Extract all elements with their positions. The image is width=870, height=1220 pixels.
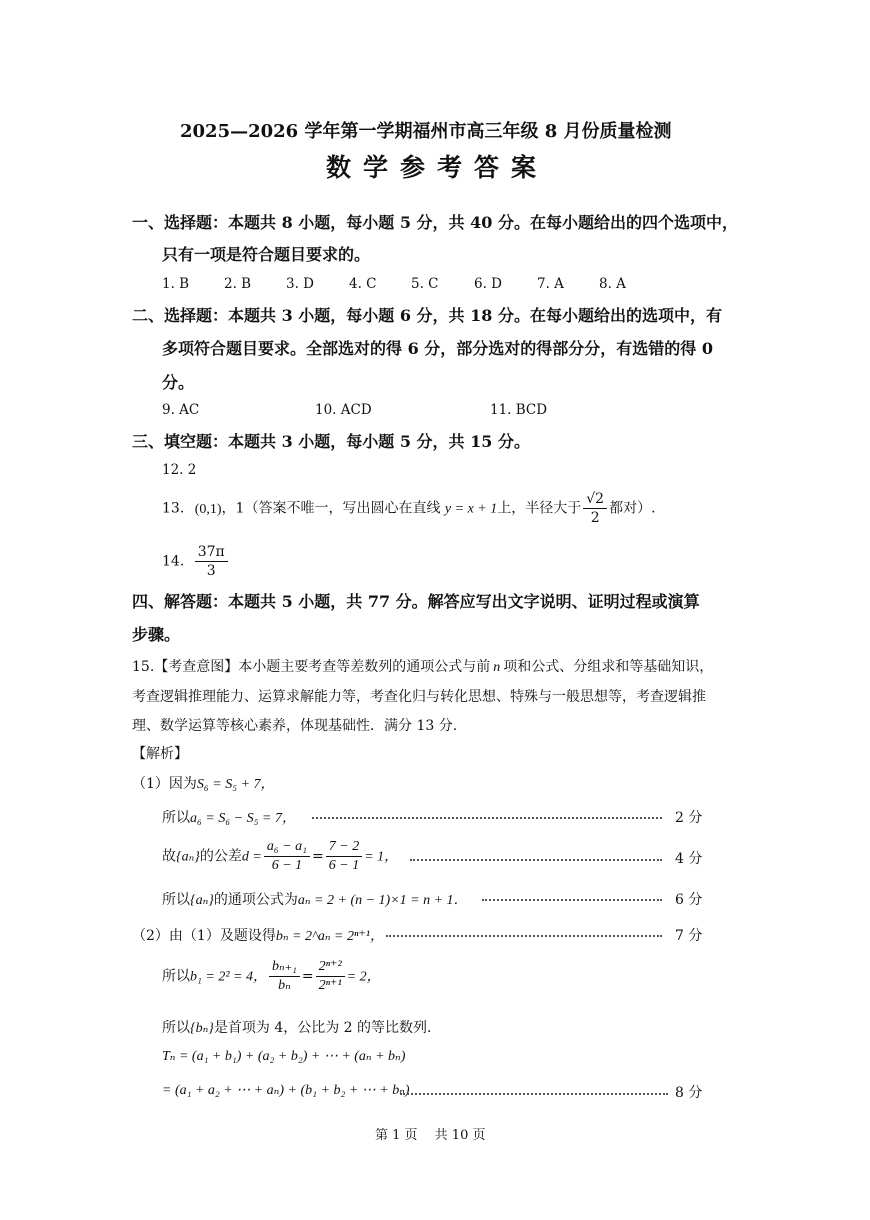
- q15-intro-text: 15.【考查意图】本小题主要考查等差数列的通项公式与前: [132, 659, 491, 675]
- score-leader-dots: [386, 935, 662, 937]
- step-text: 是首项为 4，公比为 2 的等比数列.: [213, 1020, 432, 1036]
- sequence-symbol: {aₙ}: [176, 849, 200, 865]
- step-text: 所以: [162, 968, 190, 985]
- step-geometric: [162, 1017, 432, 1037]
- answer-item: 10. ACD: [315, 402, 372, 418]
- step-expression: b₁ = 2² = 4，: [190, 969, 267, 985]
- section3-heading: 三、填空题：本题共 3 小题，每小题 5 分，共 15 分。: [132, 432, 530, 451]
- section4-heading-line2: 步骤。: [132, 625, 181, 644]
- score-mark: 2 分: [675, 810, 703, 826]
- q13-label: 13.: [162, 500, 185, 517]
- answer-q13: [162, 490, 656, 527]
- fraction-denominator: bₙ: [278, 978, 291, 993]
- section2-heading-line1: 二、选择题：本题共 3 小题，每小题 6 分，共 18 分。在每小题给出的选项中，有: [132, 306, 722, 325]
- step-common-difference: 故{aₙ}的公差d = $\frac{\text{a₆ − a₁}}{6 - 1}$ = $\frac{7 - 2}{6 - 1}$ = 1，: [162, 839, 399, 873]
- document-title: 2025—2026 学年第一学期福州市高三年级 8 月份质量检测: [180, 121, 672, 142]
- step-expression: a₆ = S₆ − S₅ = 7，: [190, 811, 296, 826]
- difference-symbol: d =: [241, 849, 262, 865]
- step-expression: = 2，: [346, 969, 381, 985]
- step-expression: aₙ = 2 + (n − 1)×1 = n + 1．: [297, 893, 468, 908]
- score-leader-dots: [410, 859, 662, 861]
- document-subtitle: 数学参考答案: [326, 153, 549, 182]
- step-sum-line1: Tₙ = (a₁ + b₁) + (a₂ + b₂) + ⋯ + (aₙ + bₙ): [162, 1049, 406, 1064]
- answer-item: 2. B: [224, 276, 252, 292]
- section2-heading-line3: 分。: [162, 373, 195, 392]
- step-text: 所以: [162, 1020, 190, 1036]
- analysis-label: 【解析】: [132, 746, 188, 762]
- ratio-fraction-values: [316, 958, 345, 995]
- answer-item: 9. AC: [162, 402, 200, 418]
- part1-expression: S₆ = S₅ + 7，: [196, 777, 275, 792]
- score-leader-dots: [312, 817, 662, 819]
- answer-item: 11. BCD: [490, 402, 548, 418]
- score-mark: 4 分: [675, 851, 703, 867]
- fraction-numerator: 2ⁿ⁺²: [316, 958, 345, 977]
- fraction-denominator: 2ⁿ⁺¹: [318, 978, 342, 993]
- part2-label: （2）由（1）及题设得: [132, 928, 276, 944]
- fraction-denominator: 3: [206, 563, 216, 579]
- answer-item: 5. C: [411, 276, 439, 292]
- score-leader-dots: [400, 1093, 668, 1095]
- page-number: 第 1 页 共 10 页: [375, 1128, 486, 1143]
- part2-expression: bₙ = 2^aₙ = 2ⁿ⁺¹，: [275, 929, 384, 944]
- answer-item: 4. C: [349, 276, 377, 292]
- q13-end: 都对）.: [609, 500, 656, 517]
- part2-premise: [132, 925, 384, 945]
- q13-mid: ，1（答案不唯一，写出圆心在直线: [221, 500, 441, 517]
- q15-intro-line1: [132, 656, 713, 676]
- sequence-symbol: {bₙ}: [190, 1021, 214, 1036]
- q15-intro-line3: 理、数学运算等核心素养，体现基础性．满分 13 分.: [132, 718, 458, 734]
- q15-intro-text: 项和公式、分组求和等基础知识，: [503, 659, 714, 675]
- q13-radius-text: 上，半径大于: [497, 500, 582, 517]
- fraction-numerator: 37π: [195, 543, 228, 562]
- sequence-symbol: {aₙ}: [190, 893, 214, 908]
- fraction-denominator: 6 − 1: [271, 858, 303, 873]
- step-ratio: 所以b₁ = 2² = 4， $\frac{\text{bₙ₊₁}}{\text{bₙ}}$ = $\frac{\text{2ⁿ⁺²}}{\text{2ⁿ⁺¹}}$ = 2，: [162, 959, 381, 993]
- fraction-numerator: bₙ₊₁: [269, 958, 300, 977]
- step-text: 所以: [162, 892, 190, 908]
- answer-item: 1. B: [162, 276, 190, 292]
- q13-point: (0,1): [194, 501, 222, 517]
- q14-label: 14.: [162, 553, 185, 570]
- fraction-numerator: 7 − 2: [326, 838, 362, 857]
- step-text: 的公差: [199, 848, 242, 865]
- q15-intro-line2: 考查逻辑推理能力、运算求解能力等，考查化归与转化思想、特殊与一般思想等，考查逻辑推: [132, 689, 706, 705]
- fraction-denominator: 2: [590, 510, 600, 526]
- score-leader-dots: [482, 899, 662, 901]
- score-mark: 8 分: [675, 1085, 703, 1101]
- answer-item: 3. D: [286, 276, 314, 292]
- answer-item: 7. A: [537, 276, 564, 292]
- answer-q12: 12. 2: [162, 462, 197, 478]
- section4-heading-line1: 四、解答题：本题共 5 小题，共 77 分。解答应写出文字说明、证明过程或演算: [132, 592, 700, 611]
- answer-item: 6. D: [474, 276, 502, 292]
- q13-line: y = x + 1: [444, 501, 498, 517]
- section2-heading-line2: 多项符合题目要求。全部选对的得 6 分，部分选对的得部分分，有选错的得 0: [162, 339, 713, 358]
- step-expression: = 1，: [364, 849, 399, 865]
- score-mark: 6 分: [675, 892, 703, 908]
- answer-q14: [162, 543, 230, 580]
- section1-heading-line1: 一、选择题：本题共 8 小题，每小题 5 分，共 40 分。在每小题给出的四个选项中，: [132, 213, 738, 232]
- step-text: 所以: [162, 810, 190, 826]
- step-text: 故: [162, 848, 176, 865]
- score-mark: 7 分: [675, 928, 703, 944]
- fraction-numerator: √2: [583, 490, 607, 509]
- ratio-fraction: [269, 958, 300, 995]
- q15-intro-variable: n: [493, 660, 501, 675]
- step-general-term: [162, 889, 468, 909]
- q13-radius-fraction: [583, 490, 607, 527]
- difference-fraction-values: [326, 838, 362, 875]
- q14-fraction: [195, 543, 228, 580]
- answer-item: 8. A: [599, 276, 626, 292]
- step-a6: [162, 807, 296, 827]
- fraction-denominator: 6 − 1: [328, 858, 360, 873]
- section1-heading-line2: 只有一项是符合题目要求的。: [162, 245, 371, 264]
- part1-premise: [132, 773, 275, 793]
- part1-label: （1）因为: [132, 776, 197, 792]
- step-sum-line2: = (a₁ + a₂ + ⋯ + aₙ) + (b₁ + b₂ + ⋯ + bₙ): [162, 1083, 410, 1098]
- step-text: 的通项公式为: [213, 892, 298, 908]
- difference-fraction: [264, 838, 310, 875]
- fraction-numerator: a₆ − a₁: [264, 838, 310, 857]
